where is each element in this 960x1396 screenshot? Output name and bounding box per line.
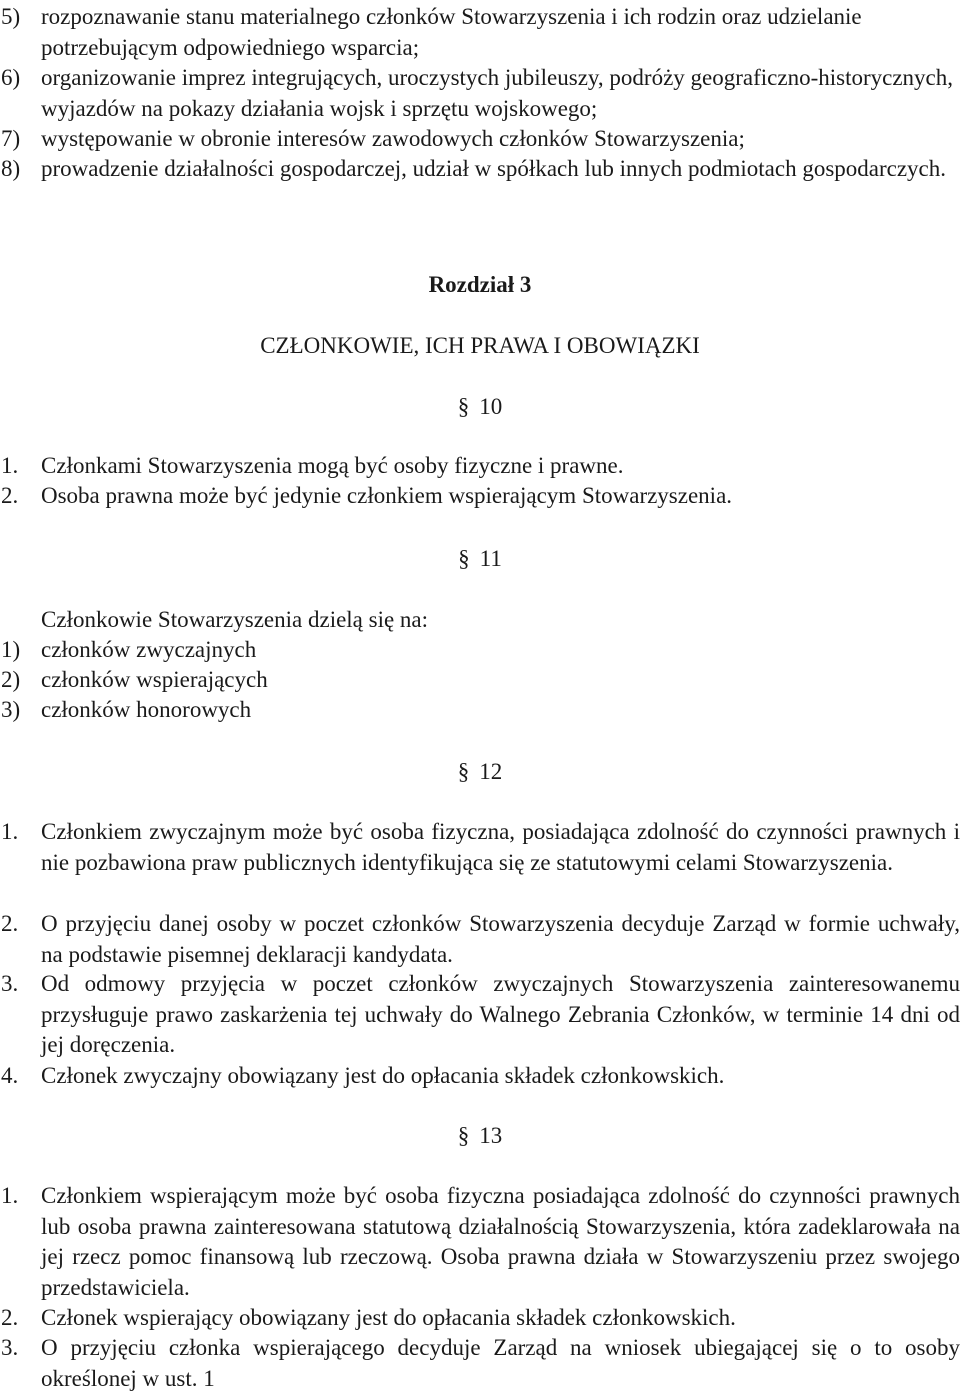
section-sign: § (457, 394, 470, 419)
list-item-number: 7) (1, 126, 21, 151)
list-item-text: Członkiem wspierającym może być osoba fizyczna posiadająca zdolność do czynności prawnych lub osoba prawna zainteresowana statutową działalnością Stowarzyszenia, która zadeklarowała na jej rzecz pomoc finansową lub rzeczową. Osoba prawna działa w Stowarzyszeniu przez swojego przedstawiciela. (41, 1183, 960, 1300)
section-number: 11 (479, 546, 502, 571)
list-item (0, 635, 960, 666)
section-number: 12 (479, 759, 503, 784)
section-heading (0, 757, 960, 788)
section-intro: Członkowie Stowarzyszenia dzielą się na: (41, 607, 429, 632)
list-item (0, 909, 960, 970)
list-item-text: członków wspierających (41, 667, 268, 692)
list-item (0, 1181, 960, 1303)
list-item-number: 2. (1, 1305, 19, 1330)
list-item-number: 4. (1, 1063, 19, 1088)
section-heading (0, 544, 960, 575)
list-item-text: Osoba prawna może być jedynie członkiem wspierającym Stowarzyszenia. (41, 483, 733, 508)
chapter-title: Rozdział 3 (428, 272, 532, 297)
list-item-text: Członek wspierający obowiązany jest do opłacania składek członkowskich. (41, 1305, 736, 1330)
list-item (0, 1303, 960, 1334)
section-heading (0, 392, 960, 423)
list-item-text: Członkami Stowarzyszenia mogą być osoby fizyczne i prawne. (41, 453, 624, 478)
list-item-number: 3. (1, 1335, 19, 1360)
list-item-number: 1. (1, 453, 19, 478)
list-item (0, 451, 960, 482)
list-item (0, 124, 960, 155)
list-item-text: członków zwyczajnych (41, 637, 257, 662)
list-item-text: członków honorowych (41, 697, 252, 722)
list-item-text: prowadzenie działalności gospodarczej, udział w spółkach lub innych podmiotach gospodarczych. (41, 156, 947, 181)
section-heading (0, 1121, 960, 1152)
list-item-number: 1. (1, 819, 19, 844)
section-number: 10 (479, 394, 503, 419)
list-item-number: 2. (1, 911, 19, 936)
list-item-number: 5) (1, 4, 21, 29)
section-sign: § (457, 759, 470, 784)
section-number: 13 (479, 1123, 503, 1148)
section-sign: § (457, 1123, 470, 1148)
list-item-number: 2. (1, 483, 19, 508)
list-item-number: 1. (1, 1183, 19, 1208)
list-item (0, 481, 960, 512)
section-sign: § (458, 546, 470, 571)
list-item (0, 154, 960, 185)
list-item (0, 63, 960, 124)
list-item (0, 969, 960, 1061)
list-item-text: Członkiem zwyczajnym może być osoba fizyczna, posiadająca zdolność do czynności prawnych i nie pozbawiona praw publicznych identyfikująca się ze statutowymi celami Stowarzyszenia. (41, 819, 960, 875)
list-item-text: występowanie w obronie interesów zawodowych członków Stowarzyszenia; (41, 126, 745, 151)
list-item-number: 8) (1, 156, 21, 181)
list-item (0, 695, 960, 726)
list-item-number: 1) (1, 637, 21, 662)
list-item-text: organizowanie imprez integrujących, uroczystych jubileuszy, podróży geograficzno-historycznych, wyjazdów na pokazy działania wojsk i sprzętu wojskowego; (41, 65, 953, 121)
list-item-text: rozpoznawanie stanu materialnego członków Stowarzyszenia i ich rodzin oraz udzielanie potrzebującym odpowiedniego wsparcia; (41, 4, 862, 60)
list-item (0, 1333, 960, 1394)
list-item-text: Członek zwyczajny obowiązany jest do opłacania składek członkowskich. (41, 1063, 725, 1088)
list-item-text: O przyjęciu danej osoby w poczet członków Stowarzyszenia decyduje Zarząd w formie uchwały, na podstawie pisemnej deklaracji kandydata. (41, 911, 960, 967)
list-item (0, 665, 960, 696)
list-item-number: 3) (1, 697, 21, 722)
list-item-text: O przyjęciu członka wspierającego decyduje Zarząd na wniosek ubiegającej się o to osoby określonej w ust. 1 (41, 1335, 960, 1391)
list-item (0, 2, 960, 63)
list-item (0, 817, 960, 878)
list-item-number: 3. (1, 971, 19, 996)
chapter-subtitle: CZŁONKOWIE, ICH PRAWA I OBOWIĄZKI (260, 333, 700, 358)
list-item (0, 1061, 960, 1092)
list-item-number: 2) (1, 667, 21, 692)
list-item-number: 6) (1, 65, 21, 90)
list-item-text: Od odmowy przyjęcia w poczet członków zwyczajnych Stowarzyszenia zainteresowanemu przysługuje prawo zaskarżenia tej uchwały do Walnego Zebrania Członków, w terminie 14 dni od jej doręczenia. (41, 971, 960, 1057)
